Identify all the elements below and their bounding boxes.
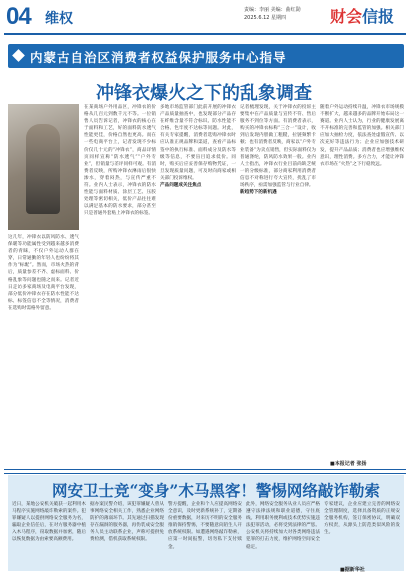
article-byline: ■本报记者 张扬 [330, 461, 367, 467]
editor-meta [244, 6, 301, 22]
secondary-byline: ■据新华社 [340, 567, 365, 573]
subheading-b: 新趋势下的新机遇 [240, 190, 277, 196]
newspaper-logo [330, 4, 394, 27]
article-column-4 [240, 104, 316, 464]
secondary-column-1: 近日，某地公安机关破获一起利用木马程序实施网络敲诈勒索的案件。犯罪嫌疑人以提供网络安全服务为名，骗取企业信任后，在对方服务器中植入木马程序，窃取数据并加密，随后以恢复数据为由索要高额费用。 [12, 502, 86, 543]
diamond-icon [12, 49, 25, 62]
secondary-column-3: 警方提醒，企业和个人应提高网络安全意识，及时更新系统补丁，定期备份重要数据，对来历不明的安全服务推销保持警惕，不要随意向陌生人开放系统权限。如遭遇网络敲诈勒索，应第一时间报警，切勿私下支付赎金。 [168, 502, 242, 550]
section-divider [4, 469, 406, 474]
article-column-2: 在某商场户外用品区，冲锋衣的价格从几百元到数千元不等。一位销售人员告诉记者，冲锋衣的核心在于面料和工艺，好的面料防水透气性能更佳，价格自然也更高。而在一些电商平台上，记者发现不少标价仅几十元的“冲锋衣”，商品详情页同样宣称“防水透气”“户外专业”，但销量与差评同样可观。有消费者反映，所购冲锋衣淋雨后很快渗水，穿着闷热，与宣传严重不符。业内人士表示，冲锋衣的防水性能与面料材质、涂层工艺、压胶处理等密切相关，低价产品往往难以满足基本的防水要求，部分甚至只是普通外套贴上冲锋衣的标签。 [84, 105, 156, 217]
banner [8, 44, 404, 68]
subheading-a: 产品问题成关注焦点 [160, 183, 202, 189]
banner-text: 内蒙古自治区消费者权益保护服务中心指导 [30, 50, 287, 65]
header-rule [4, 33, 406, 35]
article-column-5: 随着户外运动持续升温，冲锋衣市场规模不断扩大，越来越多的品牌开始布局这一赛道。业内人士认为，行业的健康发展离不开标准的完善和监管的加强。相关部门应加大抽检力度，依法查处虚假宣传、以次充好等违法行为；企业应加强技术研发，提升产品品质；消费者也应增强维权意识，理性消费。多方合力，才能让冲锋衣市场在“火热”之下行稳致远。 [320, 105, 404, 167]
secondary-column-4: 此外，网络安全服务从业人员应严格遵守法律法规和职业道德，守住底线。利用职务便利或技术优势实施违法犯罪活动，必将受到法律的严惩。公安机关将持续加大对各类网络违法犯罪的打击力度，维护网络空间安全稳定。 [246, 502, 320, 550]
page-number: 04 [6, 3, 31, 30]
page-header [0, 0, 410, 36]
article-headline: 冲锋衣爆火之下的乱象调查 [96, 83, 312, 104]
secondary-column-2: 据办案民警介绍，该犯罪嫌疑人曾从事网络安全相关工作，熟悉企业网络防护的薄弱环节。其先通过扫描发现存在漏洞的服务器，再伪装成安全服务人员主动联系企业，声称可提供免费检测，借机获取系统权限。 [90, 502, 164, 543]
secondary-headline: 网安卫士竞“变身”木马黑客！警惕网络敲诈勒索 [52, 481, 380, 500]
article-column-3 [160, 104, 236, 464]
column-3-text: 多地市场监管部门此前开展的冲锋衣产品质量抽查中，也发现部分产品存在纤维含量不符合标识、防水性能不合格、色牢度不达标等问题。对此，有关专家提醒，消费者选购冲锋衣时应认准正规品牌和渠道，查看产品标签中的执行标准、面料成分及防水等级等信息，不要盲目追求低价。同时，购买后应妥善保存购物凭证，一旦发现质量问题，可及时向商家或相关部门投诉维权。 [160, 105, 236, 181]
article-photo [8, 104, 79, 230]
article-column-1: 这几年，冲锋衣以防风防水、透气保暖等功能属性受到越来越多消费者的青睐，不仅户外运动人群在穿，日常通勤的年轻人也纷纷将其作为“标配”。然而，市场火热的背后，质量参差不齐、虚标面料、价格乱象等问题也随之而来。记者近日走访多家商场及电商平台发现，部分低价冲锋衣存在防水性能不达标、标签信息不全等情况，消费者在选购时需格外留意。 [8, 235, 79, 311]
secondary-column-5: 专家建议，企业应建立完善的网络安全管理制度，选择具备资质的正规安全服务机构，签订保密协议，明确双方权责，从源头上防范类似风险的发生。 [324, 502, 400, 536]
editor-line: 责编：李丽 美编：曲红勋 [244, 7, 301, 13]
date-line: 2025.6.12 星期四 [244, 15, 287, 21]
logo-main: 财会 [330, 7, 363, 26]
logo-sub: 信报 [362, 7, 395, 26]
column-4-text: 记者梳理发现，关于冲锋衣的投诉主要集中在产品质量与宣传不符、售后服务不到位等方面。有消费者表示，购买的冲锋衣标称“三合一”设计，收到后发现内胆做工粗糙，拉链频繁卡顿；也有消费者反映，商家以“户外专业装备”为卖点销售，但实际面料仅为普通涤纶，防风防水效果一般。业内人士指出，冲锋衣行业目前尚缺乏统一的分级标准，部分商家利用消费者信息不对称进行夸大宣传，扰乱了市场秩序，亟需加强监管与行业自律。 [240, 105, 316, 189]
jacket-figure-icon [26, 124, 60, 214]
secondary-article [8, 475, 404, 571]
section-title: 维权 [45, 11, 73, 27]
